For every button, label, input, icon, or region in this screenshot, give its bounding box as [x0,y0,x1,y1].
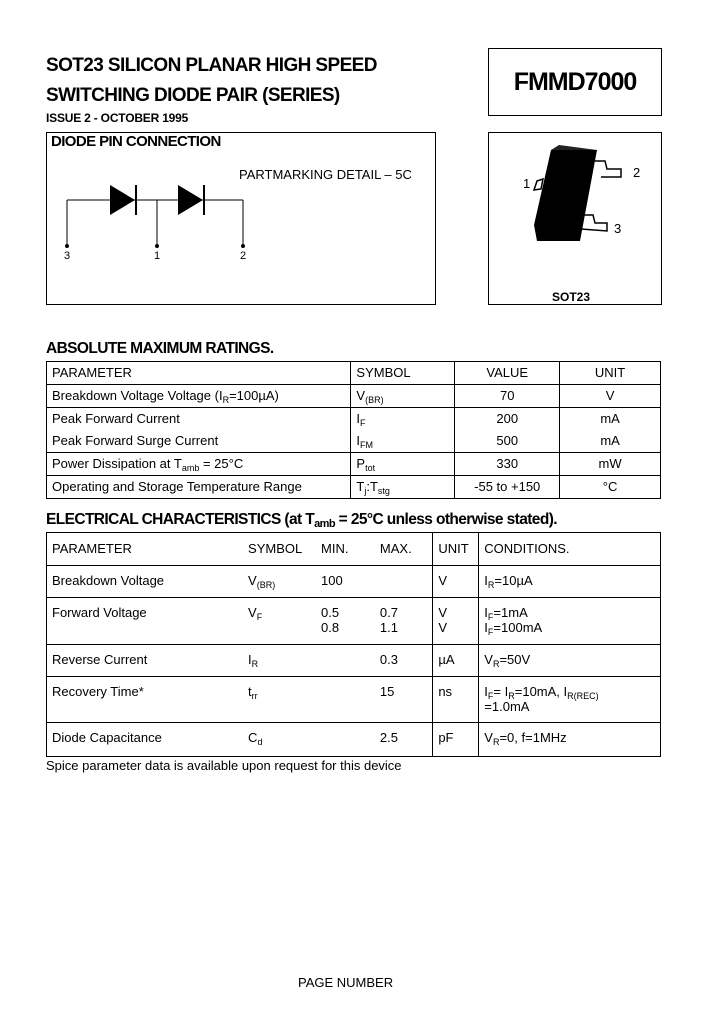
table-row: Forward Voltage $V_F$ 0.5 0.8 0.7 1.1 V V $I_F=1mA$ $I_F=100mA$ [47,598,661,645]
pin-connection-heading: DIODE PIN CONNECTION [51,133,221,150]
table-row: Breakdown Voltage $V_{(BR)}$ 100 V $I_R=10\mu A$ [47,566,661,598]
table-row: Peak Forward Surge Current $I_{FM}$ 500 mA [47,430,661,453]
title-line-1: SOT23 SILICON PLANAR HIGH SPEED [46,55,377,76]
table-row: Diode Capacitance $C_d$ 2.5 pF $V_R=0$, f=1MHz [47,723,661,757]
pin-connection-box [46,132,436,305]
package-label: SOT23 [552,290,591,304]
title-line-2: SWITCHING DIODE PAIR (SERIES) [46,85,340,106]
page-number: PAGE NUMBER [298,975,394,990]
part-number: FMMD7000 [513,67,637,96]
table-header-row [47,362,661,385]
spice-note: Spice parameter data is available upon request for this device [46,758,402,773]
issue-date: ISSUE 2 - OCTOBER 1995 [46,111,189,125]
package-pin-2: 2 [633,165,641,180]
pin-label-3: 3 [64,250,71,262]
package-pin-1: 1 [523,176,531,191]
partmarking-detail: PARTMARKING DETAIL – 5C [239,167,412,182]
table-row: Operating and Storage Temperature Range $T_j:T_{stg}$ -55 to +150 °C [47,476,661,499]
pin-label-1: 1 [154,250,161,262]
diode-2-symbol [178,185,203,215]
table-row: Recovery Time* $t_{rr}$ 15 ns $I_F= I_R=10mA$, $I_{R(REC)}$ =1.0mA [47,677,661,723]
abs-max-table [46,361,661,499]
package-box [488,132,662,305]
diode-schematic [47,133,435,304]
table-header-row: PARAMETER SYMBOL MIN. MAX. UNIT CONDITIONS. [47,533,661,566]
header-unit: UNIT [560,362,661,385]
table-row: Breakdown Voltage Voltage $(I_R=100\mu A)$ $V_{(BR)}$ 70 V [47,385,661,408]
table-row: Reverse Current $I_R$ 0.3 µA $V_R=50V$ [47,645,661,677]
elec-heading: ELECTRICAL CHARACTERISTICS (at $T_{amb} = 25^\circ C$ unless otherwise stated). [46,511,557,530]
part-number-box [488,48,662,116]
header-parameter: PARAMETER [47,362,351,385]
header-value: VALUE [455,362,560,385]
package-pin-3: 3 [614,221,622,236]
sot23-package-drawing [489,133,661,304]
table-row: Power Dissipation at $T_{amb} = 25^\circ C$ $P_{tot}$ 330 mW [47,453,661,476]
abs-max-heading: ABSOLUTE MAXIMUM RATINGS. [46,340,274,357]
diode-1-symbol [110,185,135,215]
header-symbol: SYMBOL [351,362,455,385]
pin-label-2: 2 [240,250,247,262]
table-row: Peak Forward Current $I_F$ 200 mA [47,408,661,431]
elec-table [46,532,661,757]
